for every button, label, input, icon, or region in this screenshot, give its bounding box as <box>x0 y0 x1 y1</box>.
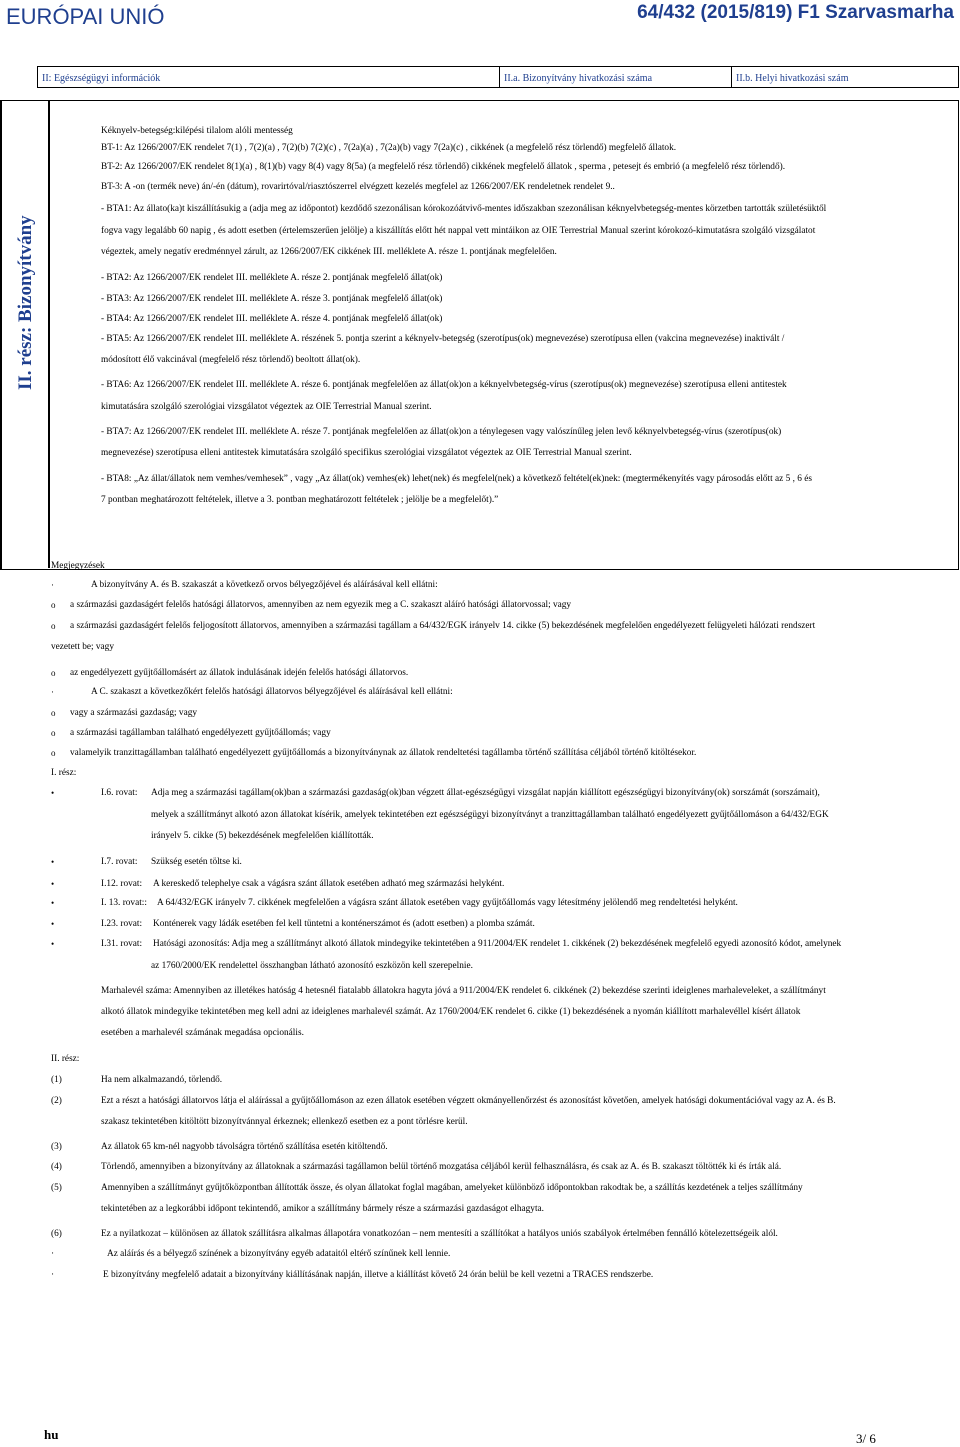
body-line: 7 pontban meghatározott feltételek, illetve a 3. pontban meghatározott feltételek ; jelölje be a megfelelőt).” <box>101 495 499 505</box>
certificate-ref-label: II.a. Bizonyítvány hivatkozási száma <box>504 73 653 84</box>
item-label: I.12. rovat: <box>101 879 143 889</box>
item-text: Hatósági azonosítás: Adja meg a szállítmányt alkotó állatok mindegyike tekintetében a 911/2004/EK rendelet 1. cikkének (2) bekezdésének megfelelő egyedi azonosító kódot, amelynek <box>153 939 842 949</box>
note-line: vezetett be; vagy <box>51 642 114 652</box>
marhalevel-line: alkotó állatok mindegyike tekintetében meg kell adni az ideiglenes marhalevél számát. Az 1760/2004/EK rendelet 6. cikke (1) bekezdésének a nyomán kiállított marhalevéllel kísért állatok <box>101 1007 801 1017</box>
footnote-number: · <box>51 1270 55 1280</box>
body-line: - BTA4: Az 1266/2007/EK rendelet III. melléklete A. része 4. pontjának megfelelő állat(ok) <box>101 314 443 324</box>
item-text: Konténerek vagy ládák esetében fel kell tüntetni a konténerszámot és (adott esetben) a plomba számát. <box>153 919 535 929</box>
item-text: Adja meg a származási tagállam(ok)ban a származási gazdaság(ok)ban végzett állat-egészségügyi vizsgálat napján kiállított egészségügyi bizonyítvány(ok) sorszámát (sorszámait), <box>151 788 820 798</box>
page-number: 3/ 6 <box>856 1431 876 1446</box>
bullet-icon: • <box>51 898 55 908</box>
part-label: II. rész: Bizonyítvány <box>15 215 36 390</box>
note-line: valamelyik tranzittagállamban található engedélyezett gyűjtőállomás a bizonyítványnak az állatok rendeltetési tagállamba történő szállítása céljából történő kitöltésekor. <box>70 748 697 758</box>
item-text: melyek a szállítmányt alkotó azon állatokat kísérik, amelyek tekintetében ezt egészségügyi bizonyítványt a tranzittagállamban található engedélyezett gyűjtőállomáson a 64/432/EGK <box>151 810 829 820</box>
body-line: - BTA7: Az 1266/2007/EK rendelet III. melléklete A. része 7. pontjának megfelelően az állat(ok)on a ténylegesen vagy valószínűleg jelen levő kéknyelvbetegség-vírus (szerotípus(ok) <box>101 427 782 437</box>
footnote-number: (1) <box>51 1075 62 1085</box>
body-line: BT-3: A -on (termék neve) án/-én (dátum), rovarirtóval/riasztószerrel elvégzett kezelés megfelel az 1266/2007/EK rendeletnek rendelet 9.. <box>101 182 615 192</box>
body-line: - BTA5: Az 1266/2007/EK rendelet III. melléklete A. részének 5. pontja szerint a kéknyelv-betegség (szerotípus(ok) megnevezése) szerotípusa ellen (vakcina megnevezése) inaktivált / <box>101 334 785 344</box>
body-line: BT-2: Az 1266/2007/EK rendelet 8(1)(a) , 8(1)(b) vagy 8(4) vagy 8(5a) (a megfelelő rész törlendő) cikkének megfelelő állatok , sperma , petesejt és embrió (a megfelelő rész törlendő). <box>101 162 786 172</box>
footnote-number: (6) <box>51 1229 62 1239</box>
union-title: EURÓPAI UNIÓ <box>6 4 165 29</box>
section-heading: II. rész: <box>51 1054 80 1064</box>
footnote-text: tekintetében az a legkorábbi időpont tekintendő, amikor a szállítmány bármely része a származási gazdaságot elhagyta. <box>101 1204 544 1214</box>
body-line: - BTA1: Az állato(ka)t kiszállításukig a (adja meg az időpontot) kezdődő szezonálisan kórokozóátvivő-mentes időszakban szezonálisan kéknyelvbetegség-mentes körzetben tartották születésüktől <box>101 204 827 214</box>
item-label: I.31. rovat: <box>101 939 143 949</box>
body-line: - BTA6: Az 1266/2007/EK rendelet III. melléklete A. része 6. pontjának megfelelően az állat(ok)on a kéknyelvbetegség-vírus (szerotípus(ok) megnevezése) szerotípusa elleni antitestek <box>101 380 787 390</box>
side-divider <box>48 100 50 568</box>
body-line: - BTA2: Az 1266/2007/EK rendelet III. melléklete A. része 2. pontjának megfelelő állat(ok) <box>101 273 443 283</box>
body-line: módosított élő vakcinával (megfelelő rész törlendő) beoltott állat(ok). <box>101 355 361 365</box>
footnote-text: E bizonyítvány megfelelő adatait a bizonyítvány kiállításának napján, illetve a kiállítást követő 24 órán belül be kell vezetni a TRACES rendszerbe. <box>103 1270 654 1280</box>
header-divider <box>499 66 500 87</box>
item-label: I.23. rovat: <box>101 919 143 929</box>
item-text: Szükség esetén töltse ki. <box>151 857 242 867</box>
footnote-text: szakasz tekintetében kitöltött bizonyítvánnyal érkeznek; ellenkező esetben ez a pont törlésre kerül. <box>101 1117 468 1127</box>
note-marker: o <box>51 668 56 678</box>
footnote-text: Ez a nyilatkozat – különösen az állatok szállításra alkalmas állapotára vonatkozóan – nem mentesíti a szállítókat a hatályos uniós szabályok értelmében fennálló kötelezettségeik alól. <box>101 1229 778 1239</box>
footnote-text: Az aláírás és a bélyegző színének a bizonyítvány egyéb adataitól eltérő színűnek kell lennie. <box>107 1249 451 1259</box>
language-code: hu <box>44 1427 59 1442</box>
health-info-label: II: Egészségügyi információk <box>42 73 161 84</box>
note-marker: o <box>51 748 56 758</box>
section-heading: I. rész: <box>51 768 77 778</box>
item-label: I.7. rovat: <box>101 857 138 867</box>
note-marker: o <box>51 708 56 718</box>
note-marker: · <box>51 687 54 697</box>
note-line: vagy a származási gazdaság; vagy <box>70 708 197 718</box>
header-divider <box>731 66 732 87</box>
body-line: fogva vagy legalább 60 napig , és adott esetben (értelemszerűen jelölje) a kiszállítás előtt hét nappal vett mintáikon az OIE Terrestrial Manual szerint kórokozó-kimutatásra szolgáló vizsgálatot <box>101 226 816 236</box>
local-ref-label: II.b. Helyi hivatkozási szám <box>736 73 849 84</box>
note-line: az engedélyezett gyűjtőállomásért az állatok indulásának idején felelős hatósági állatorvos. <box>70 668 409 678</box>
bullet-icon: • <box>51 919 55 929</box>
body-line: - BTA3: Az 1266/2007/EK rendelet III. melléklete A. része 3. pontjának megfelelő állat(ok) <box>101 294 443 304</box>
item-text: az 1760/2000/EK rendelettel összhangban látható azonosító eszközön kell szerepelnie. <box>151 961 473 971</box>
footnote-number: (2) <box>51 1096 62 1106</box>
footnote-number: (4) <box>51 1162 62 1172</box>
note-marker: · <box>51 580 54 590</box>
marhalevel-line: esetében a marhalevél számának megadása opcionális. <box>101 1028 304 1038</box>
note-marker: o <box>51 600 56 610</box>
bullet-icon: • <box>51 857 55 867</box>
item-text: irányelv 5. cikke (5) bekezdésének megfelelően kiállították. <box>151 831 374 841</box>
note-line: a származási tagállamban található engedélyezett gyűjtőállomás; vagy <box>70 728 331 738</box>
body-line: Kéknyelv-betegség:kilépési tilalom alóli mentesség <box>101 126 293 136</box>
note-marker: o <box>51 728 56 738</box>
footnote-number: (3) <box>51 1142 62 1152</box>
body-line: BT-1: Az 1266/2007/EK rendelet 7(1) , 7(2)(a) , 7(2)(b) 7(2)(c) , 7(2a)(a) , 7(2a)(b) vagy 7(2a)(c) , cikkének (a megfelelő rész törlendő) megfelelő állatok. <box>101 143 677 153</box>
footnote-text: Ha nem alkalmazandó, törlendő. <box>101 1075 223 1085</box>
item-text: A 64/432/EGK irányelv 7. cikkének megfelelően a vágásra szánt állatok esetében vagy gyűjtőállomás vagy létesítmény jelölendő meg rendeltetési helyként. <box>157 898 738 908</box>
bullet-icon: • <box>51 879 55 889</box>
note-line: a származási gazdaságért felelős feljogosított állatorvos, amennyiben a származási tagállam a 64/432/EGK irányelv 14. cikke (5) bekezdésének megfelelően engedélyezett felügyeleti hálózati rendszert <box>70 621 816 631</box>
bullet-icon: • <box>51 939 55 949</box>
footnote-number: · <box>51 1249 55 1259</box>
note-line: A bizonyítvány A. és B. szakaszát a következő orvos bélyegzőjével és aláírásával kell ellátni: <box>91 580 438 590</box>
body-line: - BTA8: „Az állat/állatok nem vemhes/vemhesek” , vagy „Az állat(ok) vemhes(ek) lehet(nek) és megfelel(nek) a következő feltétel(ek)nek: (megtermékenyítés vagy párosodás előtt az 5 , 6 és <box>101 474 812 484</box>
footnote-text: Amennyiben a szállítmányt gyűjtőközpontban állították össze, és olyan állatokat foglal magában, amelyeket különböző időpontokban rakodtak be, a szállítás kezdetének a teljes szállítmány <box>101 1183 803 1193</box>
body-line: végeztek, amely negatív eredménnyel zárult, az 1266/2007/EK cikkének III. melléklete A. része 1. pontjának megfelelően. <box>101 247 557 257</box>
footnote-text: Az állatok 65 km-nél nagyobb távolságra történő szállítása esetén kitöltendő. <box>101 1142 388 1152</box>
note-line: a származási gazdaságért felelős hatósági állatorvos, amennyiben az nem egyezik meg a C. szakaszt aláíró hatósági állatorvossal; vagy <box>70 600 572 610</box>
footnote-text: Törlendő, amennyiben a bizonyítvány az állatoknak a származási tagállamon belül történő mozgatása céljából kerül felhasználásra, és csak az A. és B. szakaszt töltötték ki és írták alá. <box>101 1162 782 1172</box>
item-label: I.6. rovat: <box>101 788 138 798</box>
certificate-code: 64/432 (2015/819) F1 Szarvasmarha <box>637 2 954 23</box>
body-line: kimutatására szolgáló szerológiai vizsgálatot végeztek az OIE Terrestrial Manual szerint. <box>101 402 432 412</box>
footnote-number: (5) <box>51 1183 62 1193</box>
note-marker: o <box>51 621 56 631</box>
notes-title: Megjegyzések <box>51 561 105 571</box>
item-text: A kereskedő telephelye csak a vágásra szánt állatok esetében adható meg származási helyként. <box>153 879 505 889</box>
marhalevel-line: Marhalevél száma: Amennyiben az illetékes hatóság 4 hetesnél fiatalabb állatokra hagyta jóvá a 911/2004/EK rendelet 6. cikkének (2) bekezdése szerinti ideiglenes marhaleveleket, a szállítmányt <box>101 986 826 996</box>
note-line: A C. szakaszt a következőkért felelős hatósági állatorvos bélyegzőjével és aláírásával kell ellátni: <box>91 687 453 697</box>
footnote-text: Ezt a részt a hatósági állatorvos látja el aláírással a gyűjtőállomáson az ezen állatok esetében végzett okmányellenőrzést és azonosítást követően, amelyek hatósági dokumentációval vagy az A. és B. <box>101 1096 836 1106</box>
bullet-icon: • <box>51 788 55 798</box>
body-line: megnevezése) szerotípusa elleni antitestek kimutatására szolgáló specifikus szerológiai vizsgálatot végeztek az OIE Terrestrial Manual szerint. <box>101 448 632 458</box>
item-label: I. 13. rovat:: <box>101 898 147 908</box>
